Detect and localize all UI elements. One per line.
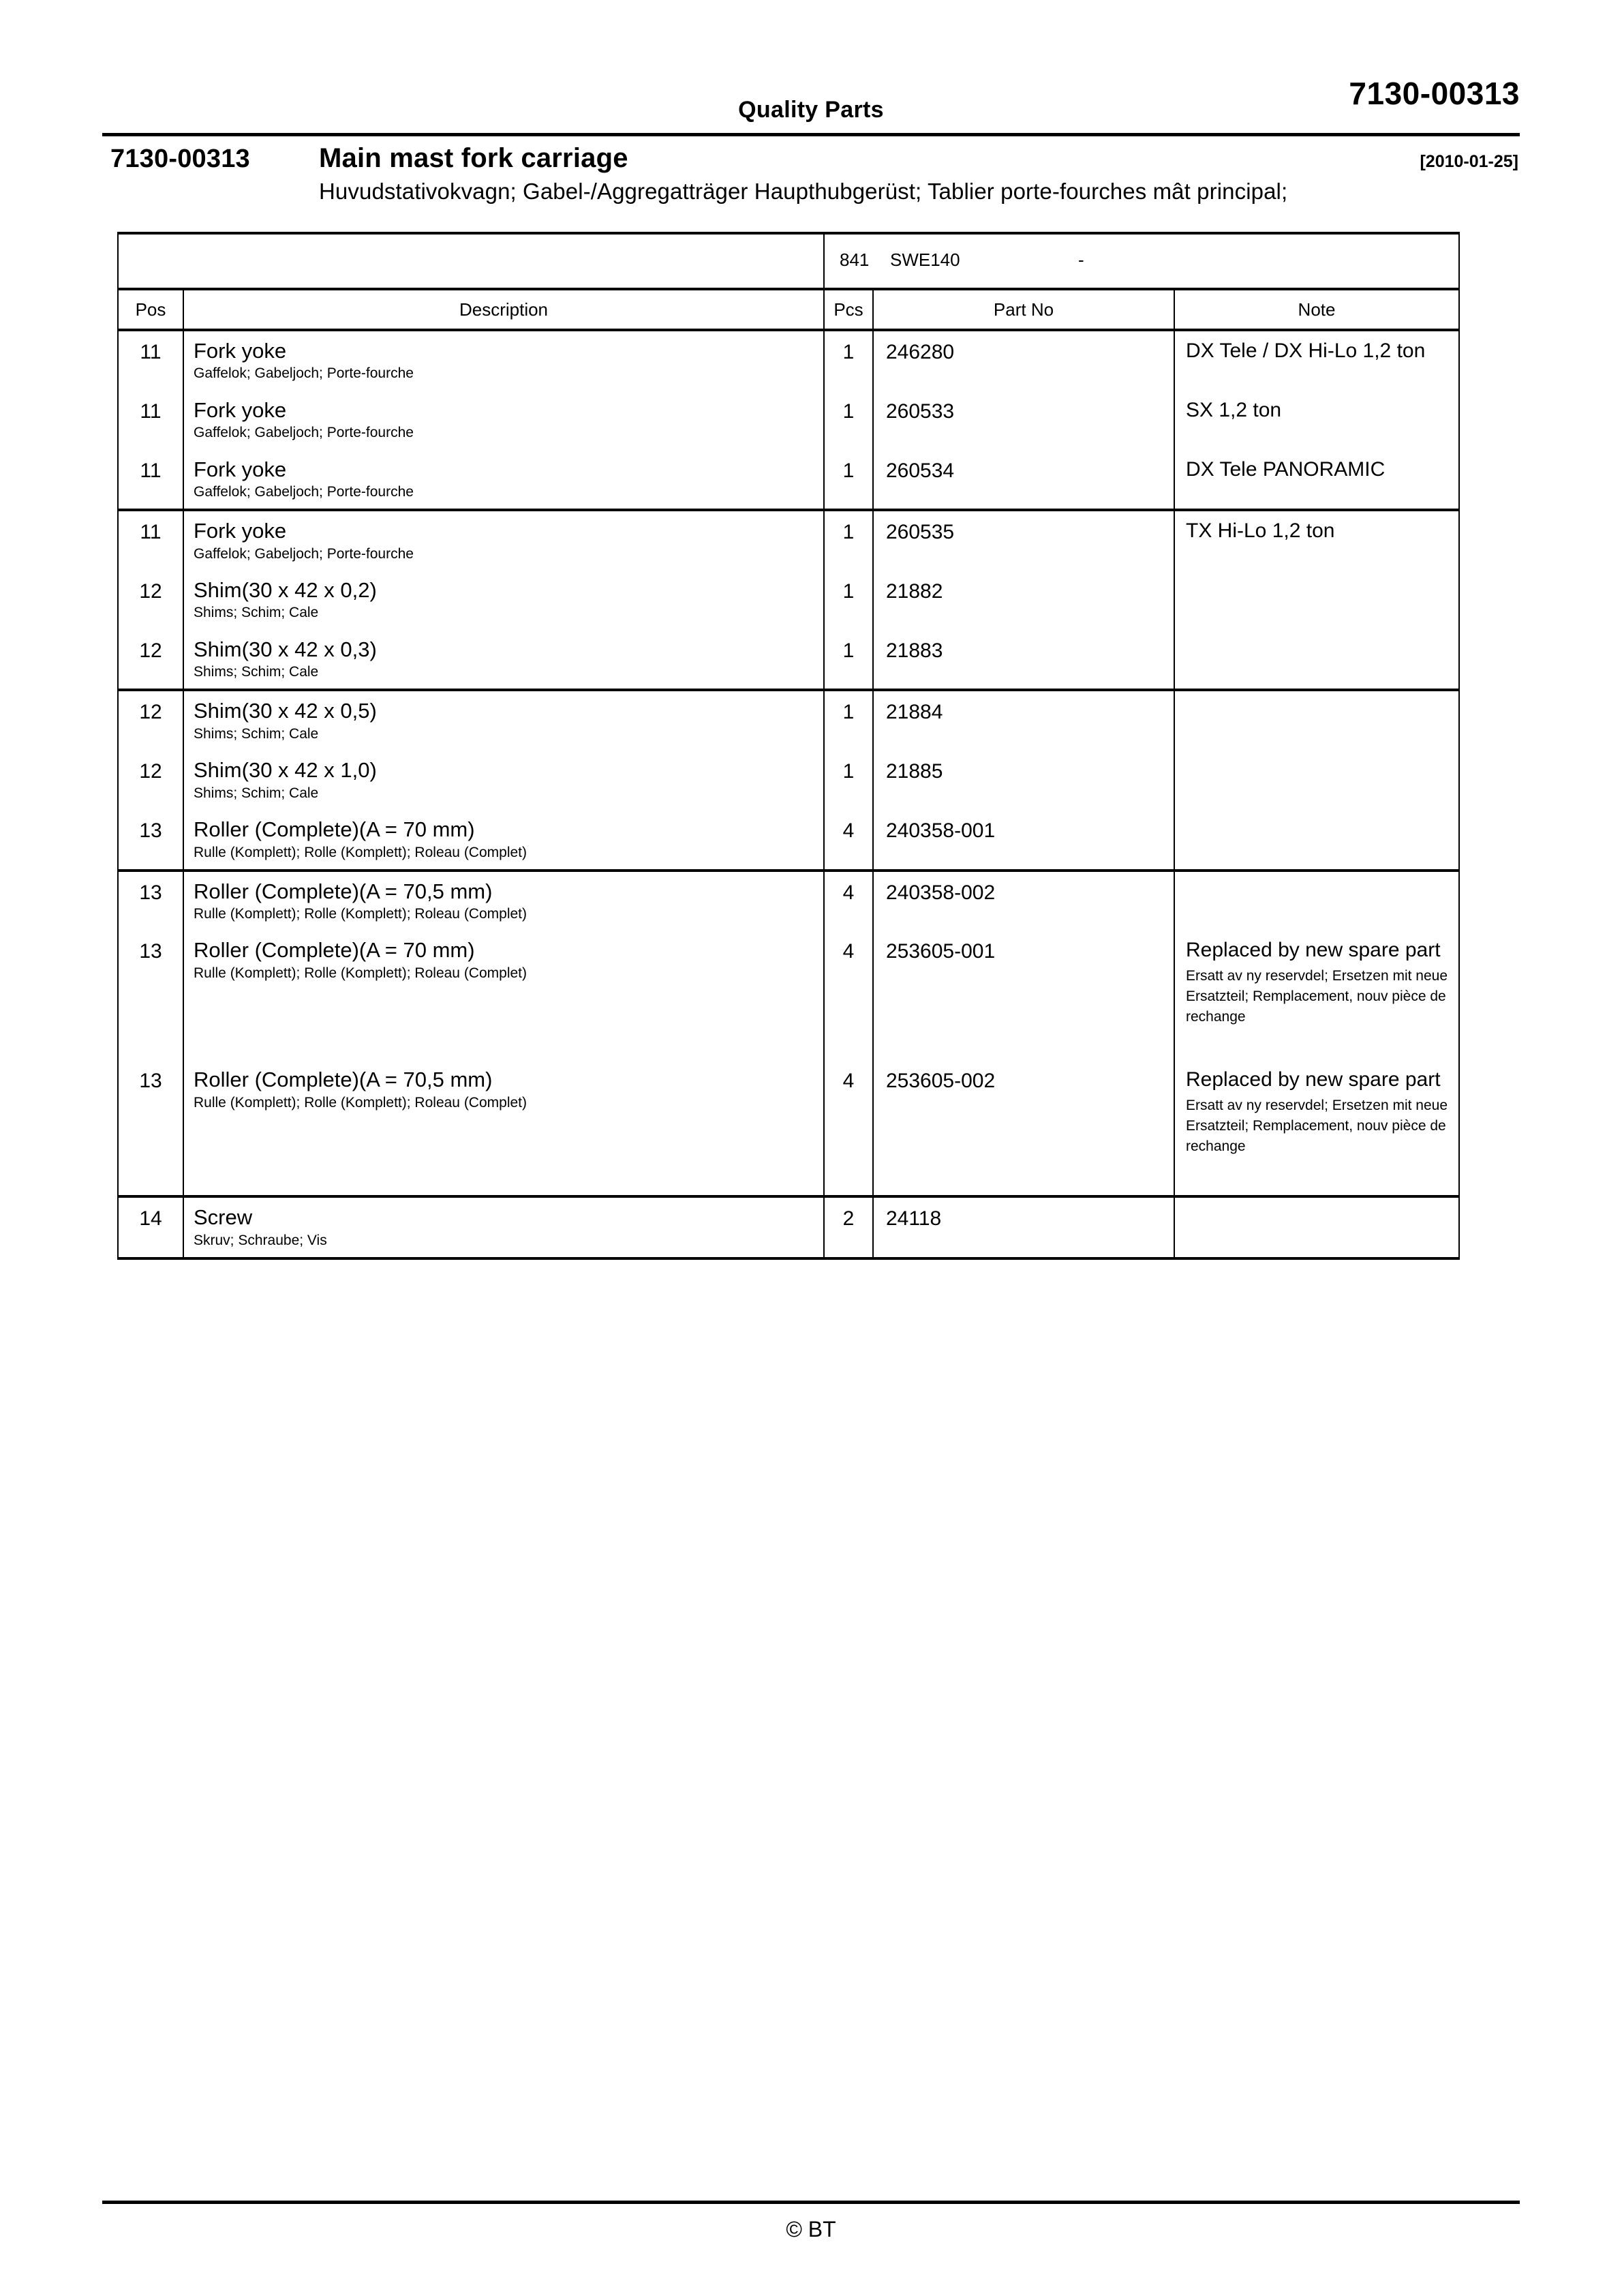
cell-part-no[interactable]: 21884 bbox=[873, 690, 1174, 751]
cell-pos: 12 bbox=[118, 571, 183, 630]
footer-divider-rule bbox=[102, 2201, 1520, 2204]
cell-note bbox=[1174, 571, 1459, 630]
cell-part-no[interactable]: 21882 bbox=[873, 571, 1174, 630]
cell-description bbox=[183, 510, 824, 571]
header-center-title: Quality Parts bbox=[738, 97, 884, 123]
cell-part-no[interactable]: 260535 bbox=[873, 510, 1174, 571]
description-translations: Gaffelok; Gabeljoch; Porte-fourche bbox=[194, 365, 414, 382]
cell-pcs: 4 bbox=[824, 871, 873, 931]
table-row[interactable] bbox=[118, 931, 1459, 1060]
description-main: Shim(30 x 42 x 0,5) bbox=[194, 699, 377, 723]
model-banner-blank bbox=[118, 233, 824, 289]
description-translations: Gaffelok; Gabeljoch; Porte-fourche bbox=[194, 425, 414, 441]
column-header-part-no-label: Part No bbox=[993, 299, 1054, 320]
cell-part-no[interactable]: 240358-001 bbox=[873, 810, 1174, 871]
cell-pos: 11 bbox=[118, 510, 183, 571]
title-block bbox=[102, 143, 1520, 225]
description-translations: Shims; Schim; Cale bbox=[194, 785, 319, 801]
cell-part-no[interactable]: 24118 bbox=[873, 1196, 1174, 1258]
cell-part-no[interactable]: 260533 bbox=[873, 391, 1174, 450]
description-main: Shim(30 x 42 x 0,2) bbox=[194, 577, 377, 602]
description-main: Fork yoke bbox=[194, 519, 287, 543]
cell-pcs: 4 bbox=[824, 810, 873, 871]
note-main: SX 1,2 ton bbox=[1186, 398, 1282, 421]
cell-pcs: 1 bbox=[824, 571, 873, 630]
cell-description bbox=[183, 391, 824, 450]
description-main: Fork yoke bbox=[194, 397, 287, 422]
title-revision-date: [2010-01-25] bbox=[1420, 152, 1518, 171]
cell-description bbox=[183, 1196, 824, 1258]
column-header-note bbox=[1174, 289, 1459, 330]
cell-note bbox=[1174, 690, 1459, 751]
table-row[interactable] bbox=[118, 450, 1459, 511]
cell-note bbox=[1174, 1060, 1459, 1196]
table-column-header-row bbox=[118, 289, 1459, 330]
description-main: Roller (Complete)(A = 70,5 mm) bbox=[194, 1068, 493, 1092]
cell-pcs: 1 bbox=[824, 450, 873, 511]
note-translations: Ersatt av ny reservdel; Ersetzen mit neue Ersatzteil; Remplacement, nouv pièce de rechange bbox=[1186, 968, 1448, 1025]
cell-description bbox=[183, 810, 824, 871]
column-header-pos bbox=[118, 289, 183, 330]
note-main: DX Tele PANORAMIC bbox=[1186, 457, 1386, 481]
column-header-note-label: Note bbox=[1298, 299, 1336, 320]
table-row[interactable] bbox=[118, 510, 1459, 571]
cell-part-no[interactable]: 253605-001 bbox=[873, 931, 1174, 1060]
parts-table bbox=[117, 232, 1460, 1260]
description-translations: Rulle (Komplett); Rolle (Komplett); Roleau (Complet) bbox=[194, 965, 527, 981]
cell-note bbox=[1174, 630, 1459, 691]
description-main: Fork yoke bbox=[194, 339, 287, 363]
table-row[interactable] bbox=[118, 1196, 1459, 1258]
description-translations: Gaffelok; Gabeljoch; Porte-fourche bbox=[194, 484, 414, 500]
cell-description bbox=[183, 751, 824, 810]
note-main: Replaced by new spare part bbox=[1186, 1068, 1441, 1091]
cell-description bbox=[183, 450, 824, 511]
description-translations: Shims; Schim; Cale bbox=[194, 725, 319, 742]
cell-pos: 14 bbox=[118, 1196, 183, 1258]
table-row[interactable] bbox=[118, 391, 1459, 450]
cell-description bbox=[183, 871, 824, 931]
header-document-number: 7130-00313 bbox=[1349, 76, 1520, 111]
table-row[interactable] bbox=[118, 810, 1459, 871]
table-row[interactable] bbox=[118, 571, 1459, 630]
note-main: Replaced by new spare part bbox=[1186, 939, 1441, 962]
table-row[interactable] bbox=[118, 330, 1459, 391]
description-main: Shim(30 x 42 x 0,3) bbox=[194, 637, 377, 661]
description-main: Shim(30 x 42 x 1,0) bbox=[194, 758, 377, 783]
description-main: Fork yoke bbox=[194, 457, 287, 481]
table-row[interactable] bbox=[118, 630, 1459, 691]
cell-note bbox=[1174, 931, 1459, 1060]
column-header-pos-label: Pos bbox=[135, 299, 166, 320]
cell-pos: 13 bbox=[118, 871, 183, 931]
cell-pos: 12 bbox=[118, 690, 183, 751]
cell-pos: 11 bbox=[118, 330, 183, 391]
cell-pcs: 1 bbox=[824, 391, 873, 450]
cell-part-no[interactable]: 240358-002 bbox=[873, 871, 1174, 931]
cell-pos: 13 bbox=[118, 810, 183, 871]
cell-pcs: 4 bbox=[824, 931, 873, 1060]
table-row[interactable] bbox=[118, 1060, 1459, 1196]
table-row[interactable] bbox=[118, 871, 1459, 931]
cell-note bbox=[1174, 751, 1459, 810]
model-banner-cell bbox=[824, 233, 1459, 289]
cell-pcs: 2 bbox=[824, 1196, 873, 1258]
title-subtitle-translations: Huvudstativokvagn; Gabel-/Aggregatträger Haupthubgerüst; Tablier porte-fourches mât principal; bbox=[319, 179, 1288, 204]
cell-description bbox=[183, 571, 824, 630]
cell-note bbox=[1174, 391, 1459, 450]
table-row[interactable] bbox=[118, 690, 1459, 751]
column-header-description bbox=[183, 289, 824, 330]
column-header-part-no bbox=[873, 289, 1174, 330]
title-assembly-code: 7130-00313 bbox=[110, 145, 250, 173]
cell-description bbox=[183, 690, 824, 751]
cell-part-no[interactable]: 260534 bbox=[873, 450, 1174, 511]
cell-note bbox=[1174, 510, 1459, 571]
cell-description bbox=[183, 1060, 824, 1196]
note-main: TX Hi-Lo 1,2 ton bbox=[1186, 519, 1335, 543]
note-translations: Ersatt av ny reservdel; Ersetzen mit neue Ersatzteil; Remplacement, nouv pièce de rechange bbox=[1186, 1098, 1448, 1155]
column-header-pcs-label: Pcs bbox=[833, 299, 863, 320]
description-main: Roller (Complete)(A = 70,5 mm) bbox=[194, 879, 493, 903]
description-translations: Shims; Schim; Cale bbox=[194, 605, 319, 621]
cell-part-no[interactable]: 21883 bbox=[873, 630, 1174, 691]
cell-pos: 12 bbox=[118, 630, 183, 691]
title-row bbox=[102, 143, 1520, 180]
cell-note bbox=[1174, 1196, 1459, 1258]
model-number: 841 bbox=[840, 250, 870, 270]
column-header-description-label: Description bbox=[459, 299, 549, 320]
cell-part-no[interactable]: 246280 bbox=[873, 330, 1174, 391]
cell-pcs: 1 bbox=[824, 510, 873, 571]
description-translations: Rulle (Komplett); Rolle (Komplett); Roleau (Complet) bbox=[194, 1094, 527, 1111]
cell-description bbox=[183, 931, 824, 1060]
description-translations: Shims; Schim; Cale bbox=[194, 664, 319, 680]
cell-note bbox=[1174, 871, 1459, 931]
cell-note bbox=[1174, 330, 1459, 391]
description-main: Roller (Complete)(A = 70 mm) bbox=[194, 817, 475, 842]
page-header bbox=[102, 75, 1520, 140]
description-translations: Skruv; Schraube; Vis bbox=[194, 1232, 327, 1248]
page-title: Main mast fork carriage bbox=[319, 143, 628, 173]
footer-copyright: © BT bbox=[786, 2217, 836, 2241]
column-header-pcs bbox=[824, 289, 873, 330]
cell-pcs: 1 bbox=[824, 751, 873, 810]
cell-pos: 11 bbox=[118, 450, 183, 511]
model-name: SWE140 bbox=[890, 250, 960, 270]
header-divider-rule bbox=[102, 133, 1520, 136]
cell-description bbox=[183, 330, 824, 391]
cell-pcs: 4 bbox=[824, 1060, 873, 1196]
table-row[interactable] bbox=[118, 751, 1459, 810]
description-main: Roller (Complete)(A = 70 mm) bbox=[194, 938, 475, 963]
cell-note bbox=[1174, 450, 1459, 511]
description-translations: Gaffelok; Gabeljoch; Porte-fourche bbox=[194, 545, 414, 562]
cell-note bbox=[1174, 810, 1459, 871]
cell-pcs: 1 bbox=[824, 330, 873, 391]
cell-pos: 13 bbox=[118, 931, 183, 1060]
cell-pos: 12 bbox=[118, 751, 183, 810]
model-banner-row bbox=[118, 233, 1459, 289]
note-main: DX Tele / DX Hi-Lo 1,2 ton bbox=[1186, 339, 1426, 362]
description-translations: Rulle (Komplett); Rolle (Komplett); Roleau (Complet) bbox=[194, 906, 527, 922]
cell-part-no[interactable]: 253605-002 bbox=[873, 1060, 1174, 1196]
cell-pos: 11 bbox=[118, 391, 183, 450]
description-main: Screw bbox=[194, 1205, 253, 1230]
cell-pcs: 1 bbox=[824, 630, 873, 691]
model-extra: - bbox=[1078, 250, 1084, 270]
cell-part-no[interactable]: 21885 bbox=[873, 751, 1174, 810]
cell-description bbox=[183, 630, 824, 691]
cell-pos: 13 bbox=[118, 1060, 183, 1196]
cell-pcs: 1 bbox=[824, 690, 873, 751]
description-translations: Rulle (Komplett); Rolle (Komplett); Roleau (Complet) bbox=[194, 844, 527, 860]
